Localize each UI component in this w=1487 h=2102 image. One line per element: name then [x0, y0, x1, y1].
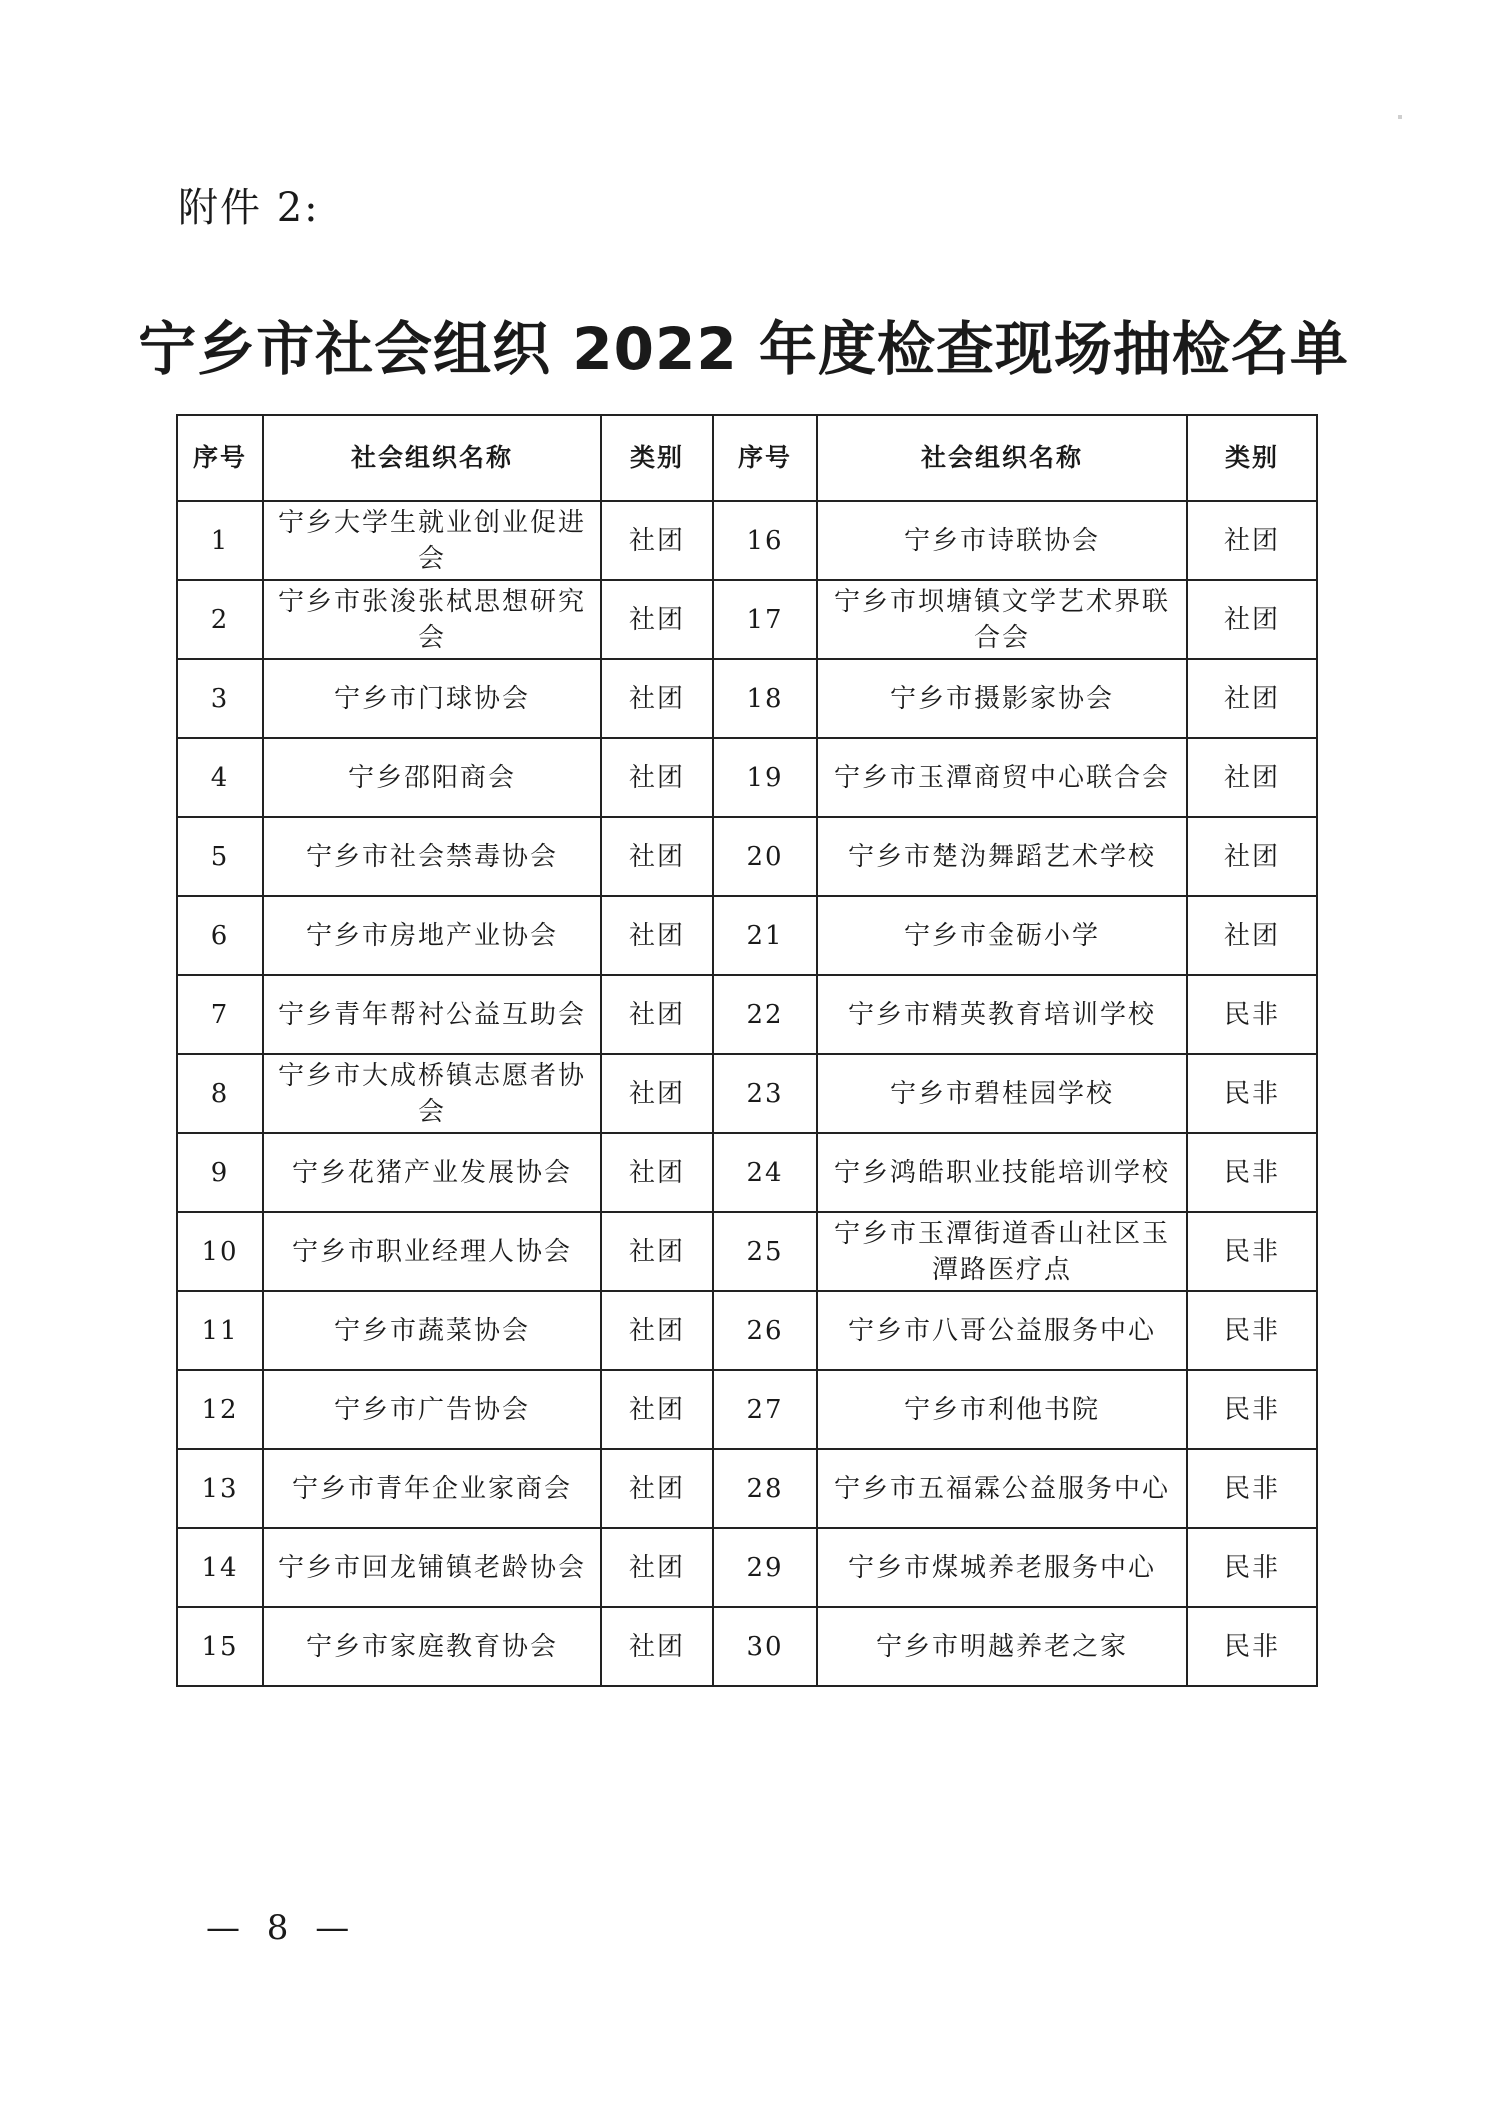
header-no-left: 序号 — [177, 415, 263, 501]
cell-name-left: 宁乡市蔬菜协会 — [263, 1291, 601, 1370]
table-row — [177, 1054, 1317, 1133]
cell-no-right: 18 — [713, 659, 817, 738]
cell-type-left: 社团 — [601, 1054, 713, 1133]
cell-no-left: 9 — [177, 1133, 263, 1212]
cell-name-left: 宁乡市家庭教育协会 — [263, 1607, 601, 1686]
cell-name-left: 宁乡青年帮衬公益互助会 — [263, 975, 601, 1054]
table-row — [177, 896, 1317, 975]
cell-no-left: 13 — [177, 1449, 263, 1528]
cell-no-left: 15 — [177, 1607, 263, 1686]
cell-name-right: 宁乡市坝塘镇文学艺术界联合会 — [817, 580, 1187, 659]
cell-type-left: 社团 — [601, 1449, 713, 1528]
page-number: — 8 — — [206, 1908, 358, 1948]
table-row — [177, 1133, 1317, 1212]
cell-no-right: 25 — [713, 1212, 817, 1291]
table-row — [177, 1607, 1317, 1686]
cell-name-right: 宁乡市明越养老之家 — [817, 1607, 1187, 1686]
cell-name-right: 宁乡市楚沩舞蹈艺术学校 — [817, 817, 1187, 896]
cell-no-right: 17 — [713, 580, 817, 659]
table-row — [177, 975, 1317, 1054]
cell-type-right: 社团 — [1187, 817, 1317, 896]
cell-name-left: 宁乡市广告协会 — [263, 1370, 601, 1449]
table-row — [177, 1291, 1317, 1370]
table-row — [177, 580, 1317, 659]
cell-type-right: 社团 — [1187, 896, 1317, 975]
cell-type-right: 民非 — [1187, 1449, 1317, 1528]
cell-type-left: 社团 — [601, 580, 713, 659]
header-no-right: 序号 — [713, 415, 817, 501]
header-type-left: 类别 — [601, 415, 713, 501]
cell-type-left: 社团 — [601, 975, 713, 1054]
table-header-row — [177, 415, 1317, 501]
cell-type-right: 民非 — [1187, 1370, 1317, 1449]
cell-name-left: 宁乡花猪产业发展协会 — [263, 1133, 601, 1212]
cell-type-left: 社团 — [601, 817, 713, 896]
cell-name-left: 宁乡市职业经理人协会 — [263, 1212, 601, 1291]
cell-no-left: 11 — [177, 1291, 263, 1370]
table-body — [177, 501, 1317, 1686]
table-row — [177, 1449, 1317, 1528]
cell-name-right: 宁乡市摄影家协会 — [817, 659, 1187, 738]
cell-name-left: 宁乡市青年企业家商会 — [263, 1449, 601, 1528]
cell-type-left: 社团 — [601, 1528, 713, 1607]
cell-name-left: 宁乡市社会禁毒协会 — [263, 817, 601, 896]
cell-name-right: 宁乡市诗联协会 — [817, 501, 1187, 580]
cell-type-left: 社团 — [601, 896, 713, 975]
cell-no-left: 12 — [177, 1370, 263, 1449]
cell-name-right: 宁乡市金砺小学 — [817, 896, 1187, 975]
table-row — [177, 738, 1317, 817]
table-row — [177, 659, 1317, 738]
cell-name-right: 宁乡市玉潭街道香山社区玉潭路医疗点 — [817, 1212, 1187, 1291]
scan-speck — [1398, 115, 1402, 119]
cell-no-left: 5 — [177, 817, 263, 896]
cell-name-right: 宁乡鸿皓职业技能培训学校 — [817, 1133, 1187, 1212]
cell-no-right: 29 — [713, 1528, 817, 1607]
cell-no-right: 19 — [713, 738, 817, 817]
cell-no-left: 10 — [177, 1212, 263, 1291]
cell-name-right: 宁乡市八哥公益服务中心 — [817, 1291, 1187, 1370]
cell-name-left: 宁乡大学生就业创业促进会 — [263, 501, 601, 580]
table-row — [177, 501, 1317, 580]
cell-no-left: 14 — [177, 1528, 263, 1607]
cell-name-left: 宁乡市房地产业协会 — [263, 896, 601, 975]
cell-type-right: 民非 — [1187, 1528, 1317, 1607]
cell-type-right: 社团 — [1187, 738, 1317, 817]
cell-no-right: 22 — [713, 975, 817, 1054]
table-row — [177, 1212, 1317, 1291]
cell-no-left: 7 — [177, 975, 263, 1054]
cell-no-left: 2 — [177, 580, 263, 659]
cell-type-right: 社团 — [1187, 580, 1317, 659]
cell-name-right: 宁乡市煤城养老服务中心 — [817, 1528, 1187, 1607]
page-title: 宁乡市社会组织 2022 年度检查现场抽检名单 — [138, 315, 1349, 383]
cell-type-right: 民非 — [1187, 1291, 1317, 1370]
table-row — [177, 1528, 1317, 1607]
cell-type-left: 社团 — [601, 1291, 713, 1370]
cell-type-left: 社团 — [601, 501, 713, 580]
cell-type-left: 社团 — [601, 659, 713, 738]
cell-no-left: 3 — [177, 659, 263, 738]
cell-no-right: 21 — [713, 896, 817, 975]
cell-no-left: 6 — [177, 896, 263, 975]
cell-name-left: 宁乡市回龙铺镇老龄协会 — [263, 1528, 601, 1607]
cell-no-right: 27 — [713, 1370, 817, 1449]
cell-type-right: 民非 — [1187, 1607, 1317, 1686]
cell-type-left: 社团 — [601, 1212, 713, 1291]
cell-type-right: 民非 — [1187, 1212, 1317, 1291]
header-name-left: 社会组织名称 — [263, 415, 601, 501]
table-row — [177, 1370, 1317, 1449]
cell-no-right: 24 — [713, 1133, 817, 1212]
cell-name-left: 宁乡市张浚张栻思想研究会 — [263, 580, 601, 659]
cell-no-right: 23 — [713, 1054, 817, 1133]
cell-name-left: 宁乡市门球协会 — [263, 659, 601, 738]
cell-name-right: 宁乡市碧桂园学校 — [817, 1054, 1187, 1133]
cell-name-right: 宁乡市五福霖公益服务中心 — [817, 1449, 1187, 1528]
cell-no-right: 26 — [713, 1291, 817, 1370]
inspection-list-table — [176, 414, 1318, 1687]
cell-name-right: 宁乡市精英教育培训学校 — [817, 975, 1187, 1054]
cell-name-left: 宁乡市大成桥镇志愿者协会 — [263, 1054, 601, 1133]
attachment-label: 附件 2: — [178, 185, 320, 231]
header-type-right: 类别 — [1187, 415, 1317, 501]
cell-name-left: 宁乡邵阳商会 — [263, 738, 601, 817]
cell-no-left: 4 — [177, 738, 263, 817]
cell-name-right: 宁乡市玉潭商贸中心联合会 — [817, 738, 1187, 817]
cell-type-left: 社团 — [601, 1133, 713, 1212]
cell-no-right: 28 — [713, 1449, 817, 1528]
cell-no-right: 30 — [713, 1607, 817, 1686]
cell-no-right: 20 — [713, 817, 817, 896]
cell-type-right: 民非 — [1187, 1133, 1317, 1212]
cell-no-left: 1 — [177, 501, 263, 580]
cell-type-right: 社团 — [1187, 501, 1317, 580]
cell-type-left: 社团 — [601, 738, 713, 817]
cell-type-right: 社团 — [1187, 659, 1317, 738]
cell-type-left: 社团 — [601, 1370, 713, 1449]
cell-type-right: 民非 — [1187, 975, 1317, 1054]
header-name-right: 社会组织名称 — [817, 415, 1187, 501]
cell-name-right: 宁乡市利他书院 — [817, 1370, 1187, 1449]
cell-type-left: 社团 — [601, 1607, 713, 1686]
cell-no-right: 16 — [713, 501, 817, 580]
cell-type-right: 民非 — [1187, 1054, 1317, 1133]
cell-no-left: 8 — [177, 1054, 263, 1133]
table-row — [177, 817, 1317, 896]
